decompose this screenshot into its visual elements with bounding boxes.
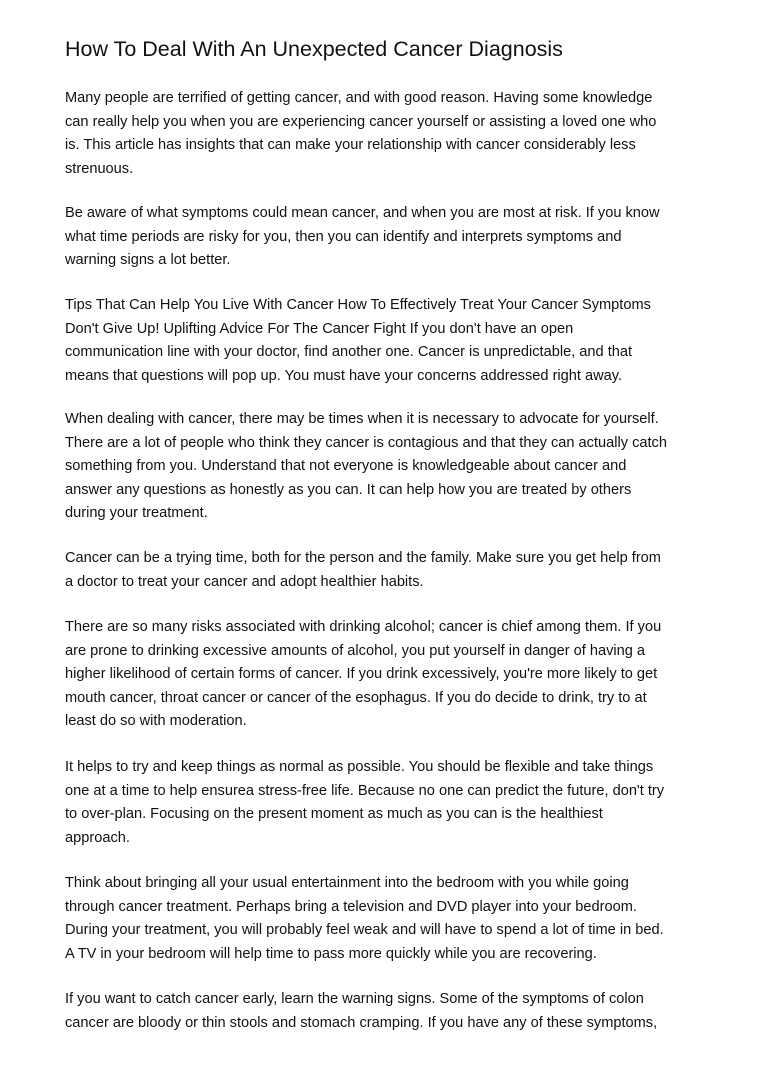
paragraph-line: During your treatment, you will probably feel weak and will have to spend a lot of time in bed. bbox=[65, 922, 664, 938]
paragraph-intro bbox=[65, 87, 656, 181]
paragraph-line: Don't Give Up! Uplifting Advice For The Cancer Fight If you don't have an open bbox=[65, 320, 574, 337]
paragraph-line: through cancer treatment. Perhaps bring a television and DVD player into your bedroom. bbox=[65, 898, 637, 915]
paragraph-advocate bbox=[65, 408, 667, 526]
paragraph-normal-life bbox=[65, 756, 664, 850]
paragraph-line: during your treatment. bbox=[65, 505, 208, 521]
page-title: How To Deal With An Unexpected Cancer Diagnosis bbox=[65, 37, 563, 61]
paragraph-line: warning signs a lot better. bbox=[65, 252, 231, 268]
paragraph-line: a doctor to treat your cancer and adopt healthier habits. bbox=[65, 573, 424, 590]
paragraph-line: something from you. Understand that not everyone is knowledgeable about cancer and bbox=[65, 458, 627, 474]
paragraph-line: means that questions will pop up. You must have your concerns addressed right away. bbox=[65, 367, 623, 384]
paragraph-line: approach. bbox=[65, 829, 130, 846]
paragraph-line: Tips That Can Help You Live With Cancer How To Effectively Treat Your Cancer Symptoms bbox=[65, 297, 651, 313]
paragraph-entertainment bbox=[65, 872, 664, 966]
paragraph-line: mouth cancer, throat cancer or cancer of the esophagus. If you do decide to drink, try to at bbox=[65, 689, 647, 706]
paragraph-line: It helps to try and keep things as normal as possible. You should be flexible and take things bbox=[65, 759, 654, 775]
paragraph-line: Be aware of what symptoms could mean cancer, and when you are most at risk. If you know bbox=[65, 205, 660, 221]
paragraph-family bbox=[65, 547, 661, 594]
paragraph-line: Think about bringing all your usual entertainment into the bedroom with you while going bbox=[65, 875, 629, 891]
paragraph-line: cancer are bloody or thin stools and stomach cramping. If you have any of these symptoms, bbox=[65, 1014, 658, 1031]
paragraph-alcohol bbox=[65, 616, 661, 734]
paragraph-symptoms-risk bbox=[65, 202, 660, 273]
paragraph-line: There are so many risks associated with drinking alcohol; cancer is chief among them. If you bbox=[65, 619, 662, 635]
paragraph-line: strenuous. bbox=[65, 160, 134, 177]
paragraph-warning-signs bbox=[65, 988, 657, 1035]
paragraph-line: There are a lot of people who think they cancer is contagious and that they can actually catch bbox=[65, 434, 667, 451]
paragraph-line: least do so with moderation. bbox=[65, 713, 247, 729]
paragraph-line: Many people are terrified of getting cancer, and with good reason. Having some knowledge bbox=[65, 90, 653, 106]
paragraph-line: A TV in your bedroom will help time to pass more quickly while you are recovering. bbox=[65, 945, 597, 962]
paragraph-line: answer any questions as honestly as you can. It can help how you are treated by others bbox=[65, 481, 632, 498]
paragraph-line: can really help you when you are experiencing cancer yourself or assisting a loved one who bbox=[65, 113, 657, 130]
paragraph-line: communication line with your doctor, find another one. Cancer is unpredictable, and that bbox=[65, 344, 633, 360]
paragraph-line: Cancer can be a trying time, both for the person and the family. Make sure you get help from bbox=[65, 550, 661, 566]
paragraph-doctor-communication bbox=[65, 294, 651, 388]
paragraph-line: higher likelihood of certain forms of cancer. If you drink excessively, you're more likely to get bbox=[65, 666, 658, 682]
paragraph-line: what time periods are risky for you, then you can identify and interprets symptoms and bbox=[65, 228, 622, 245]
paragraph-line: If you want to catch cancer early, learn the warning signs. Some of the symptoms of colon bbox=[65, 991, 644, 1007]
paragraph-line: to over-plan. Focusing on the present moment as much as you can is the healthiest bbox=[65, 806, 603, 822]
paragraph-line: one at a time to help ensurea stress-free life. Because no one can predict the future, don't try bbox=[65, 782, 665, 799]
paragraph-line: are prone to drinking excessive amounts of alcohol, you put yourself in danger of having a bbox=[65, 642, 646, 659]
paragraph-line: is. This article has insights that can make your relationship with cancer considerably less bbox=[65, 137, 636, 153]
paragraph-line: When dealing with cancer, there may be times when it is necessary to advocate for yourself. bbox=[65, 411, 659, 427]
